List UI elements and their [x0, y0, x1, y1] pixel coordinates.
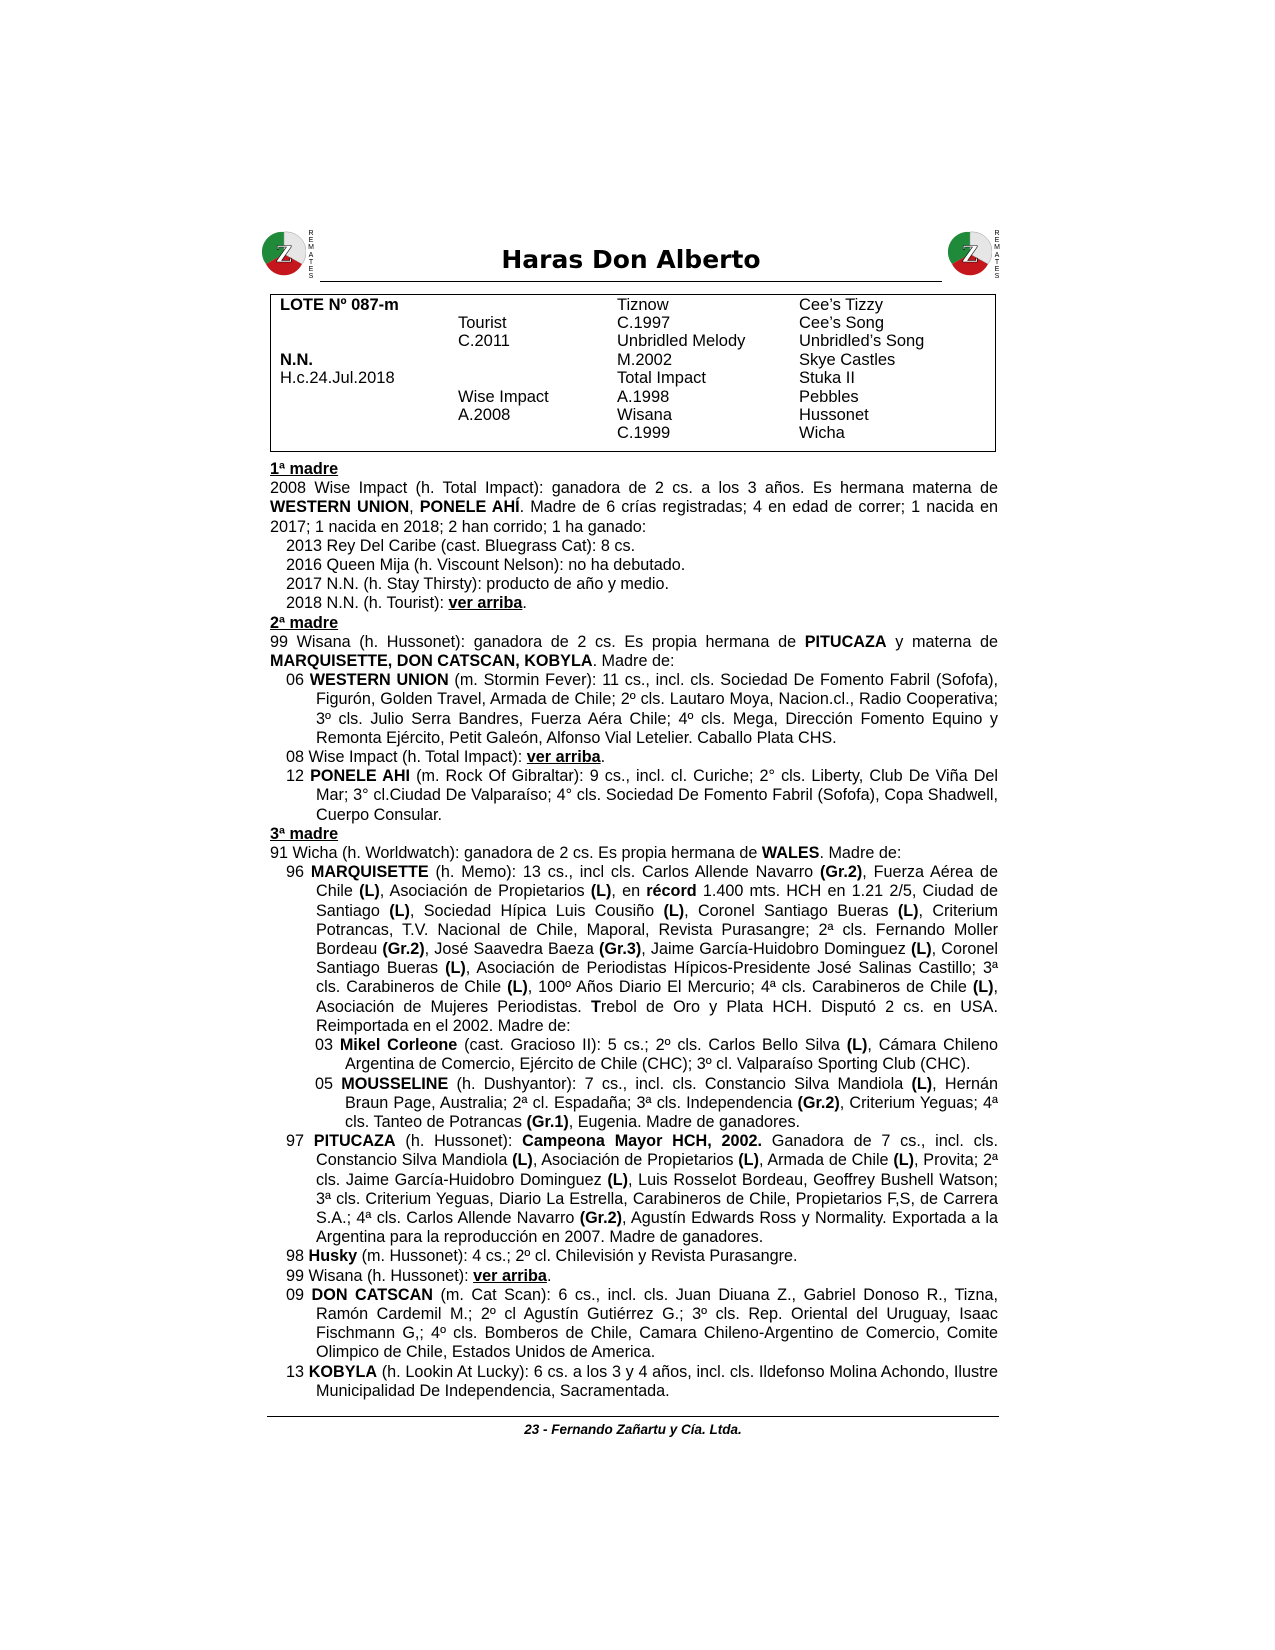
footer-divider	[267, 1416, 999, 1417]
lot-number: LOTE Nº 087-m	[280, 296, 399, 314]
list-item: 2016 Queen Mija (h. Viscount Nelson): no ha debutado.	[286, 556, 686, 575]
ancestor: Skye Castles	[799, 351, 896, 369]
ancestor: Hussonet	[799, 406, 869, 424]
ancestor: Stuka II	[799, 369, 855, 387]
list-item: 99 Wisana (h. Hussonet): ver arriba.	[286, 1266, 552, 1285]
brand-logo-right	[948, 230, 1010, 281]
logo-remates-text: R E M A T E S	[308, 230, 314, 281]
list-item: 96 MARQUISETTE (h. Memo): 13 cs., incl cls. Carlos Allende Navarro (Gr.2), Fuerza Aérea de Chile (L), Asociación de Propietarios (L), en récord 1.400 mts. HCH en 1.21 2/5, Ciudad de Santiago (L), Sociedad Hípica Luis Cousiño (L), Coronel Santiago Bueras (L), Criterium Potrancas, T.V. Nacional de Chile, Maporal, Revista Purasangre; 2ª cls. Fernando Moller Bordeau (Gr.2), José Saavedra Baeza (Gr.3), Jaime García-Huidobro Dominguez (L), Coronel Santiago Bueras (L), Asociación de Periodistas Hípicos-Presidente José Salinas Castillo; 3ª cls. Carabineros de Chile (L), 100º Años Diario El Mercurio; 4ª cls. Carabineros de Chile (L), Asociación de Mujeres Periodistas. Trebol de Oro y Plata HCH. Disputó 2 cs. en USA. Reimportada en el 2002. Madre de:	[286, 863, 999, 1035]
sire: Tourist	[458, 314, 507, 332]
sire-dam: Unbridled Melody	[617, 332, 746, 350]
list-item: 05 MOUSSELINE (h. Dushyantor): 7 cs., incl. cls. Constancio Silva Mandiola (L), Hernán Braun Page, Australia; 2ª cl. Espadaña; 3ª cls. Independencia (Gr.2), Criterium Yeguas; 4ª cls. Tanteo de Potrancas (Gr.1), Eugenia. Madre de ganadores.	[315, 1074, 998, 1131]
dam-dam: Wisana	[617, 406, 673, 424]
ancestor: Unbridled’s Song	[799, 332, 925, 350]
ancestor: Wicha	[799, 424, 845, 442]
list-item: 13 KOBYLA (h. Lookin At Lucky): 6 cs. a los 3 y 4 años, incl. cls. Ildefonso Molina Achondo, Ilustre Municipalidad De Independencia, Sacramentada.	[286, 1362, 998, 1400]
horse-birth: H.c.24.Jul.2018	[280, 369, 395, 387]
list-item: 09 DON CATSCAN (m. Cat Scan): 6 cs., incl. cls. Juan Diuana Z., Gabriel Donoso R., Tizna, Ramón Cardemil M.; 2º cl Agustín Gutiérrez G.; 3º cls. Rep. Oriental del Uruguay, Isaac Fischmann G,; 4º cls. Bomberos de Chile, Camara Chileno-Argentino de Comercio, Comite Olimpico de Chile, Estados Unidos de America.	[286, 1285, 998, 1362]
header	[320, 243, 942, 282]
ancestor: Pebbles	[799, 388, 859, 406]
family-notes	[270, 460, 998, 1401]
dam-sire: Total Impact	[617, 369, 706, 387]
list-item: 2017 N.N. (h. Stay Thirsty): producto de año y medio.	[286, 575, 669, 594]
list-item: 2018 N.N. (h. Tourist): ver arriba.	[286, 594, 527, 613]
list-item: 98 Husky (m. Hussonet): 4 cs.; 2º cl. Chilevisión y Revista Purasangre.	[286, 1247, 798, 1266]
dam-year: A.2008	[458, 406, 511, 424]
svg-text:Z: Z	[275, 242, 293, 268]
section-heading: 1ª madre	[270, 460, 339, 478]
section-heading: 2ª madre	[270, 613, 339, 632]
sire-sire-year: C.1997	[617, 314, 671, 332]
list-item: 12 PONELE AHI (m. Rock Of Gibraltar): 9 cs., incl. cl. Curiche; 2° cls. Liberty, Club De Viña Del Mar; 3° cl.Ciudad De Valparaíso; 4° cls. Sociedad De Fomento Fabril (Sofofa), Copa Shadwell, Cuerpo Consular.	[286, 767, 998, 824]
svg-text:Z: Z	[961, 242, 979, 268]
page-footer: 23 - Fernando Zañartu y Cía. Ltda.	[524, 1422, 742, 1437]
horse-name: N.N.	[280, 351, 313, 369]
paragraph: 91 Wicha (h. Worldwatch): ganadora de 2 cs. Es propia hermana de WALES. Madre de:	[270, 844, 902, 863]
dam-dam-year: C.1999	[617, 424, 671, 442]
section-heading: 3ª madre	[270, 824, 339, 843]
list-item: 08 Wise Impact (h. Total Impact): ver arriba.	[286, 748, 606, 767]
dam-sire-year: A.1998	[617, 388, 670, 406]
ancestor: Cee’s Song	[799, 314, 885, 332]
sire-sire: Tiznow	[617, 296, 669, 314]
dam: Wise Impact	[458, 388, 549, 406]
list-item: 2013 Rey Del Caribe (cast. Bluegrass Cat): 8 cs.	[286, 536, 636, 555]
list-item: 97 PITUCAZA (h. Hussonet): Campeona Mayor HCH, 2002. Ganadora de 7 cs., incl. cls. Constancio Silva Mandiola (L), Asociación de Propietarios (L), Armada de Chile (L), Provita; 2ª cls. Jaime García-Huidobro Dominguez (L), Luis Rosselot Bordeau, Geoffrey Bushell Watson; 3ª cls. Criterium Yeguas, Diario La Estrella, Carabineros de Chile, Propietarios F,S, de Carrera S.A.; 4ª cls. Carlos Allende Navarro (Gr.2), Agustín Edwards Ross y Normality. Exportada a la Argentina para la reproducción en 2007. Madre de ganadores.	[286, 1132, 998, 1247]
sire-year: C.2011	[458, 332, 510, 350]
brand-logo-left	[262, 230, 324, 281]
paragraph: 99 Wisana (h. Hussonet): ganadora de 2 cs. Es propia hermana de PITUCAZA y materna de MARQUISETTE, DON CATSCAN, KOBYLA. Madre de:	[270, 632, 998, 671]
sire-dam-year: M.2002	[617, 351, 673, 369]
pedigree-table	[270, 294, 996, 452]
page-title: Haras Don Alberto	[501, 245, 761, 274]
list-item: 06 WESTERN UNION (m. Stormin Fever): 11 cs., incl. cls. Sociedad De Fomento Fabril (Sofofa), Figurón, Golden Travel, Armada de Chile; 2º cls. Lautaro Moya, Nacion.cl., Radio Cooperativa; 3º cls. Julio Serra Bandres, Fuerza Aéra Chile; 4º cls. Mega, Dirección Fomento Equino y Remonta Ejército, Petit Galeón, Alfonso Vial Letelier. Caballo Plata CHS.	[286, 671, 998, 747]
ancestor: Cee’s Tizzy	[799, 296, 884, 314]
logo-remates-text: R E M A T E S	[994, 230, 1000, 281]
paragraph: 2008 Wise Impact (h. Total Impact): ganadora de 2 cs. a los 3 años. Es hermana materna de WESTERN UNION, PONELE AHÍ. Madre de 6 crías registradas; 4 en edad de correr; 1 nacida en 2017; 1 nacida en 2018; 2 han corrido; 1 ha ganado:	[270, 479, 998, 536]
list-item: 03 Mikel Corleone (cast. Gracioso II): 5 cs.; 2º cls. Carlos Bello Silva (L), Cámara Chileno Argentina de Comercio, Ejército de Chile (CHC); 3º cl. Valparaíso Sporting Club (CHC).	[315, 1036, 998, 1074]
